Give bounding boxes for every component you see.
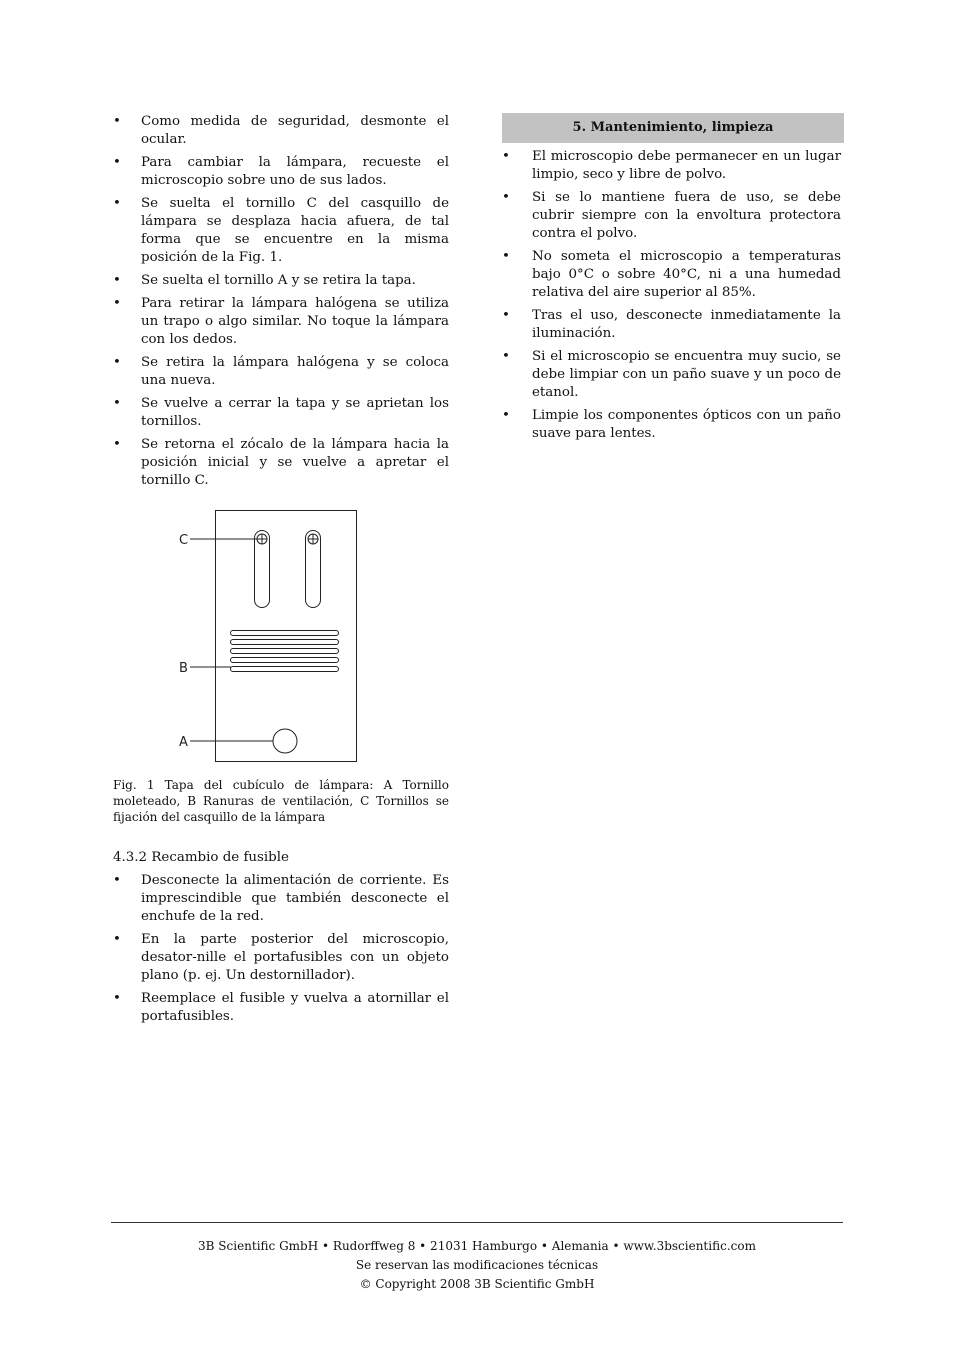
maintenance-list [502, 148, 844, 443]
list-item: • No someta el microscopio a temperaturas bajo 0°C o sobre 40°C, ni a una humedad relativa del aire superior al 85%. [502, 248, 841, 302]
list-item: • El microscopio debe permanecer en un lugar limpio, seco y libre de polvo. [502, 148, 841, 184]
knurled-screw-a [273, 729, 297, 753]
maintenance-section-header: 5. Mantenimiento, limpieza [502, 113, 844, 143]
left-column [113, 113, 449, 495]
page-footer [111, 1237, 843, 1294]
list-item: • Se suelta el tornillo A y se retira la tapa. [113, 272, 449, 290]
footer-notice: Se reservan las modificaciones técnicas [355, 1258, 599, 1272]
list-item: • Para cambiar la lámpara, recueste el microscopio sobre uno de sus lados. [113, 154, 449, 190]
list-item: • Reemplace el fusible y vuelva a atornillar el portafusibles. [113, 990, 449, 1026]
list-item: • Desconecte la alimentación de corriente. Es imprescindible que también desconecte el enchufe de la red. [113, 872, 449, 926]
label-c: C [179, 533, 189, 548]
figure-caption: Fig. 1 Tapa del cubículo de lámpara: A Tornillo moleteado, B Ranuras de ventilación, C Tornillos se fijación del casquillo de la lámpara [113, 778, 449, 824]
screw-c-left [257, 534, 267, 544]
lamp-cover-diagram [170, 505, 370, 770]
list-item: • Se vuelve a cerrar la tapa y se aprietan los tornillos. [113, 395, 449, 431]
lamp-cover-figure [170, 505, 370, 770]
label-b: B [179, 661, 188, 676]
footer-divider [111, 1222, 843, 1223]
lamp-replacement-list [113, 113, 449, 490]
ventilation-slots [231, 631, 339, 672]
list-item: • Se suelta el tornillo C del casquillo de lámpara se desplaza hacia afuera, de tal forma que se encuentre en la misma posición de la Fig. 1. [113, 195, 449, 267]
list-item: • Se retira la lámpara halógena y se coloca una nueva. [113, 354, 449, 390]
right-column [502, 113, 844, 448]
list-item: • Limpie los componentes ópticos con un paño suave para lentes. [502, 407, 841, 443]
fuse-replacement-list [113, 872, 449, 1026]
list-item: • Si el microscopio se encuentra muy sucio, se debe limpiar con un paño suave y un poco de etanol. [502, 348, 841, 402]
label-a: A [179, 735, 188, 750]
screw-c-right [308, 534, 318, 544]
list-item: • Como medida de seguridad, desmonte el ocular. [113, 113, 449, 149]
fuse-replacement-section [113, 872, 449, 1031]
list-item: • Tras el uso, desconecte inmediatamente la iluminación. [502, 307, 841, 343]
list-item: • Para retirar la lámpara halógena se utiliza un trapo o algo similar. No toque la lámpara con los dedos. [113, 295, 449, 349]
list-item: • En la parte posterior del microscopio, desator-nille el portafusibles con un objeto plano (p. ej. Un destornillador). [113, 931, 449, 985]
footer-copyright: © Copyright 2008 3B Scientific GmbH [359, 1277, 595, 1291]
fuse-section-heading: 4.3.2 Recambio de fusible [113, 850, 289, 865]
list-item: • Si se lo mantiene fuera de uso, se debe cubrir siempre con la envoltura protectora contra el polvo. [502, 189, 841, 243]
list-item: • Se retorna el zócalo de la lámpara hacia la posición inicial y se vuelve a apretar el tornillo C. [113, 436, 449, 490]
footer-address: 3B Scientific GmbH • Rudorffweg 8 • 21031 Hamburgo • Alemania • www.3bscientific.com [198, 1239, 756, 1253]
